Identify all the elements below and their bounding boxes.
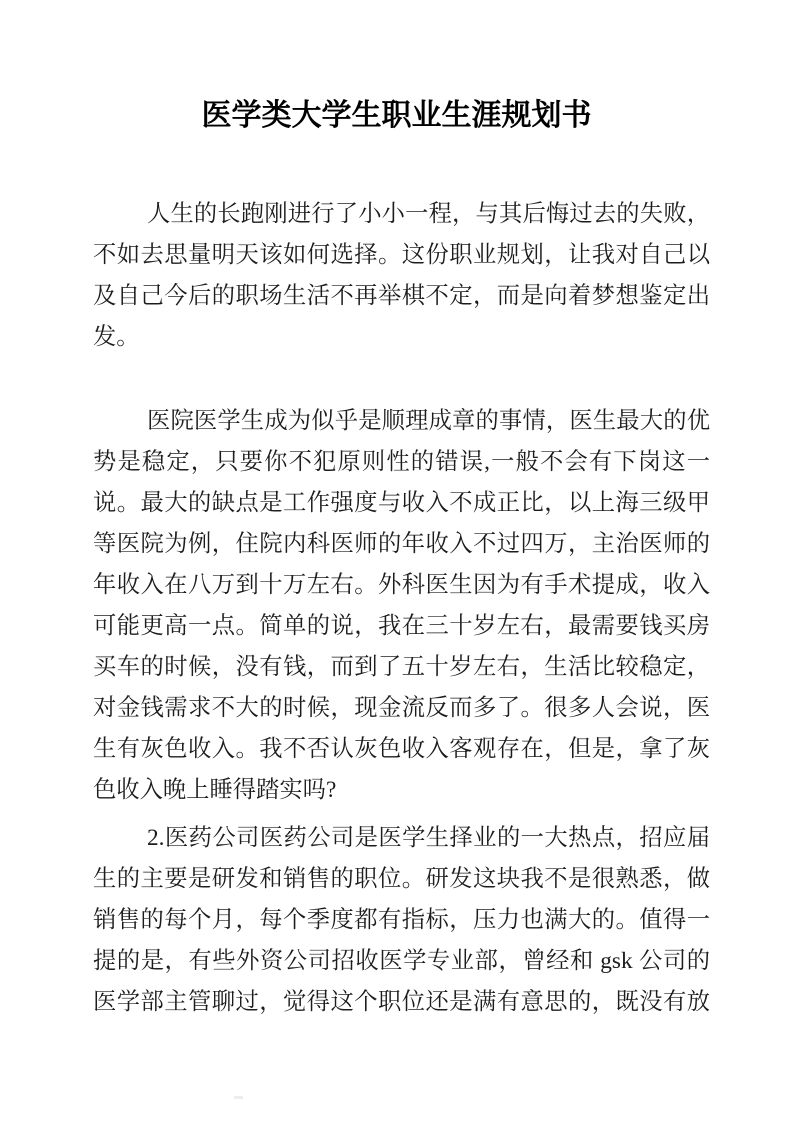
paragraph-pharma-company (93, 818, 710, 1023)
text-line: 医学部主管聊过，觉得这个职位还是满有意思的，既没有放 (93, 989, 710, 1015)
text-line: 生有灰色收入。我不否认灰色收入客观存在，但是，拿了灰 (93, 736, 710, 762)
text-line: 对金钱需求不大的时候，现金流反而多了。很多人会说，医 (93, 695, 710, 721)
text-line: 提的是，有些外资公司招收医学专业部，曾经和 gsk 公司的 (93, 948, 710, 974)
document-body (0, 194, 793, 1023)
text-line: 势是稳定，只要你不犯原则性的错误,一般不会有下岗这一 (93, 449, 710, 475)
scan-artifact (234, 1096, 243, 1099)
text-line: 等医院为例，住院内科医师的年收入不过四万，主治医师的 (93, 531, 710, 557)
text-line: 人生的长跑刚进行了小小一程，与其后悔过去的失败， (147, 201, 710, 227)
text-line: 发。 (93, 324, 140, 350)
text-line: 说。最大的缺点是工作强度与收入不成正比，以上海三级甲 (93, 490, 710, 516)
text-line: 色收入晚上睡得踏实吗? (93, 777, 337, 803)
text-line: 不如去思量明天该如何选择。这份职业规划，让我对自己以 (93, 242, 710, 268)
text-line: 生的主要是研发和销售的职位。研发这块我不是很熟悉，做 (93, 866, 710, 892)
text-line: 及自己今后的职场生活不再举棋不定，而是向着梦想鉴定出 (93, 283, 710, 309)
paragraph-hospital (93, 401, 710, 811)
text-line: 可能更高一点。简单的说，我在三十岁左右，最需要钱买房 (93, 613, 710, 639)
text-line: 医院医学生成为似乎是顺理成章的事情，医生最大的优 (147, 408, 710, 434)
text-line: 年收入在八万到十万左右。外科医生因为有手术提成，收入 (93, 572, 710, 598)
document-title: 医学类大学生职业生涯规划书 (201, 99, 592, 132)
text-line: 买车的时候，没有钱，而到了五十岁左右，生活比较稳定， (93, 654, 710, 680)
paragraph-intro (93, 194, 710, 358)
text-line: 销售的每个月，每个季度都有指标，压力也满大的。值得一 (93, 907, 710, 933)
text-line: 2.医药公司医药公司是医学生择业的一大热点，招应届 (147, 825, 710, 851)
